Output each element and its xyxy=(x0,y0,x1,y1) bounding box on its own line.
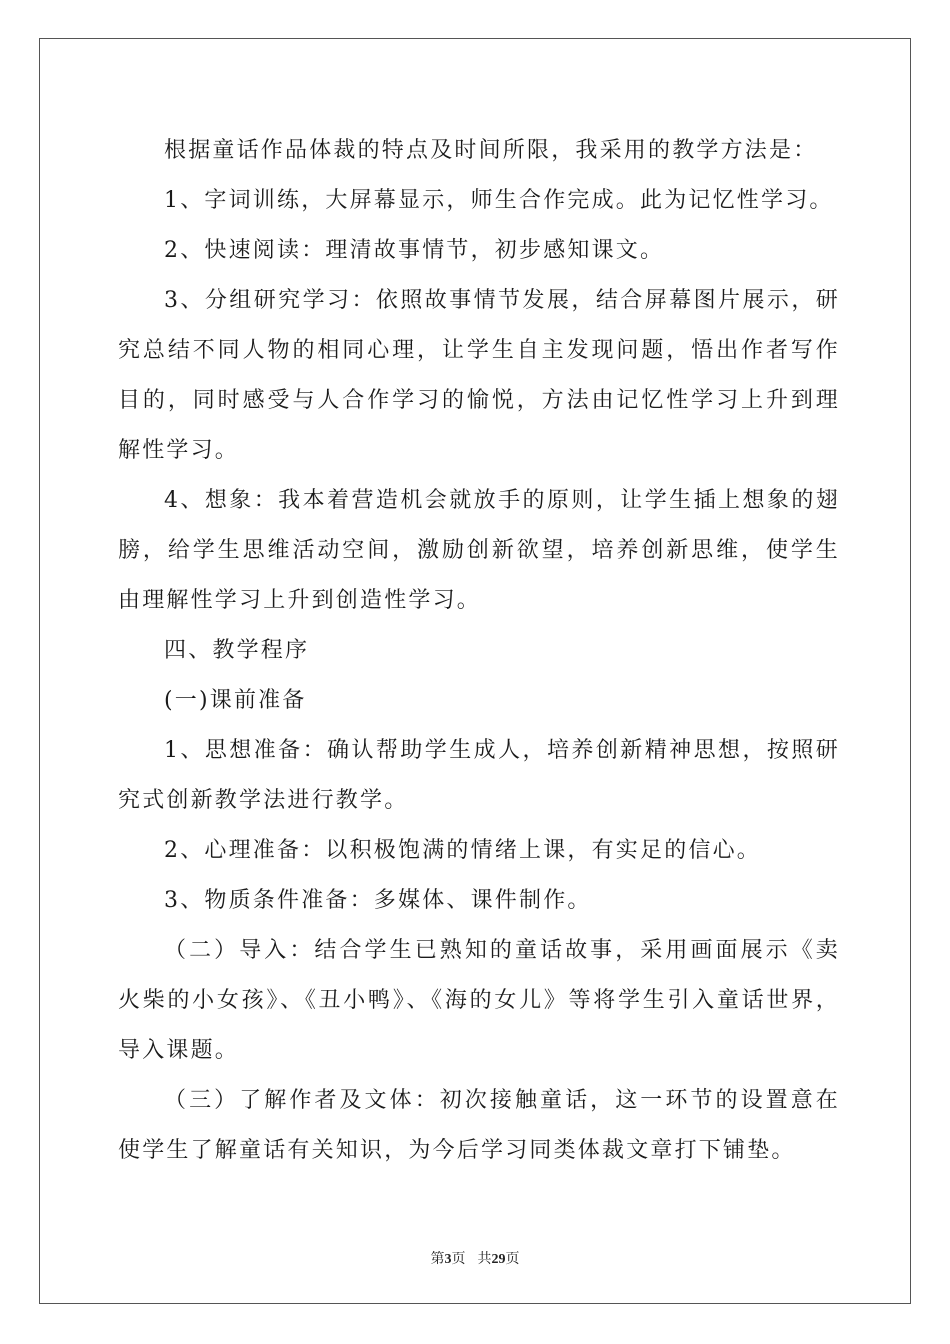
page-prefix: 第 xyxy=(430,1252,445,1267)
paragraph-6: 1、思想准备：确认帮助学生成人，培养创新精神思想，按照研究式创新教学法进行教学。 xyxy=(118,738,840,813)
page-current: 3 xyxy=(444,1252,452,1267)
page-footer xyxy=(0,1248,950,1268)
section-heading: 四、教学程序 xyxy=(164,638,310,663)
paragraph-8: 3、物质条件准备：多媒体、课件制作。 xyxy=(164,888,592,913)
paragraph-3: 2、快速阅读：理清故事情节，初步感知课文。 xyxy=(164,238,665,263)
document-body xyxy=(118,126,840,1176)
paragraph-5: 4、想象：我本着营造机会就放手的原则，让学生插上想象的翅膀，给学生思维活动空间，激励创新欲望，培养创新思维，使学生由理解性学习上升到创造性学习。 xyxy=(118,488,840,613)
total-prefix: 共 xyxy=(477,1252,492,1267)
paragraph-4: 3、分组研究学习：依照故事情节发展，结合屏幕图片展示，研究总结不同人物的相同心理，让学生自主发现问题，悟出作者写作目的，同时感受与人合作学习的愉悦，方法由记忆性学习上升到理解性学习。 xyxy=(118,288,840,463)
total-pages: 29 xyxy=(491,1252,506,1267)
paragraph-1: 根据童话作品体裁的特点及时间所限，我采用的教学方法是： xyxy=(164,138,818,163)
paragraph-10: （三）了解作者及文体：初次接触童话，这一环节的设置意在使学生了解童话有关知识，为今后学习同类体裁文章打下铺垫。 xyxy=(118,1088,840,1163)
total-suffix: 页 xyxy=(505,1252,520,1267)
subsection-heading: (一)课前准备 xyxy=(164,688,307,713)
paragraph-2: 1、字词训练，大屏幕显示，师生合作完成。此为记忆性学习。 xyxy=(164,188,834,213)
paragraph-9: （二）导入：结合学生已熟知的童话故事，采用画面展示《卖火柴的小女孩》、《丑小鸭》、《海的女儿》等将学生引入童话世界，导入课题。 xyxy=(118,938,840,1063)
page-suffix: 页 xyxy=(451,1252,466,1267)
paragraph-7: 2、心理准备：以积极饱满的情绪上课，有实足的信心。 xyxy=(164,838,761,863)
